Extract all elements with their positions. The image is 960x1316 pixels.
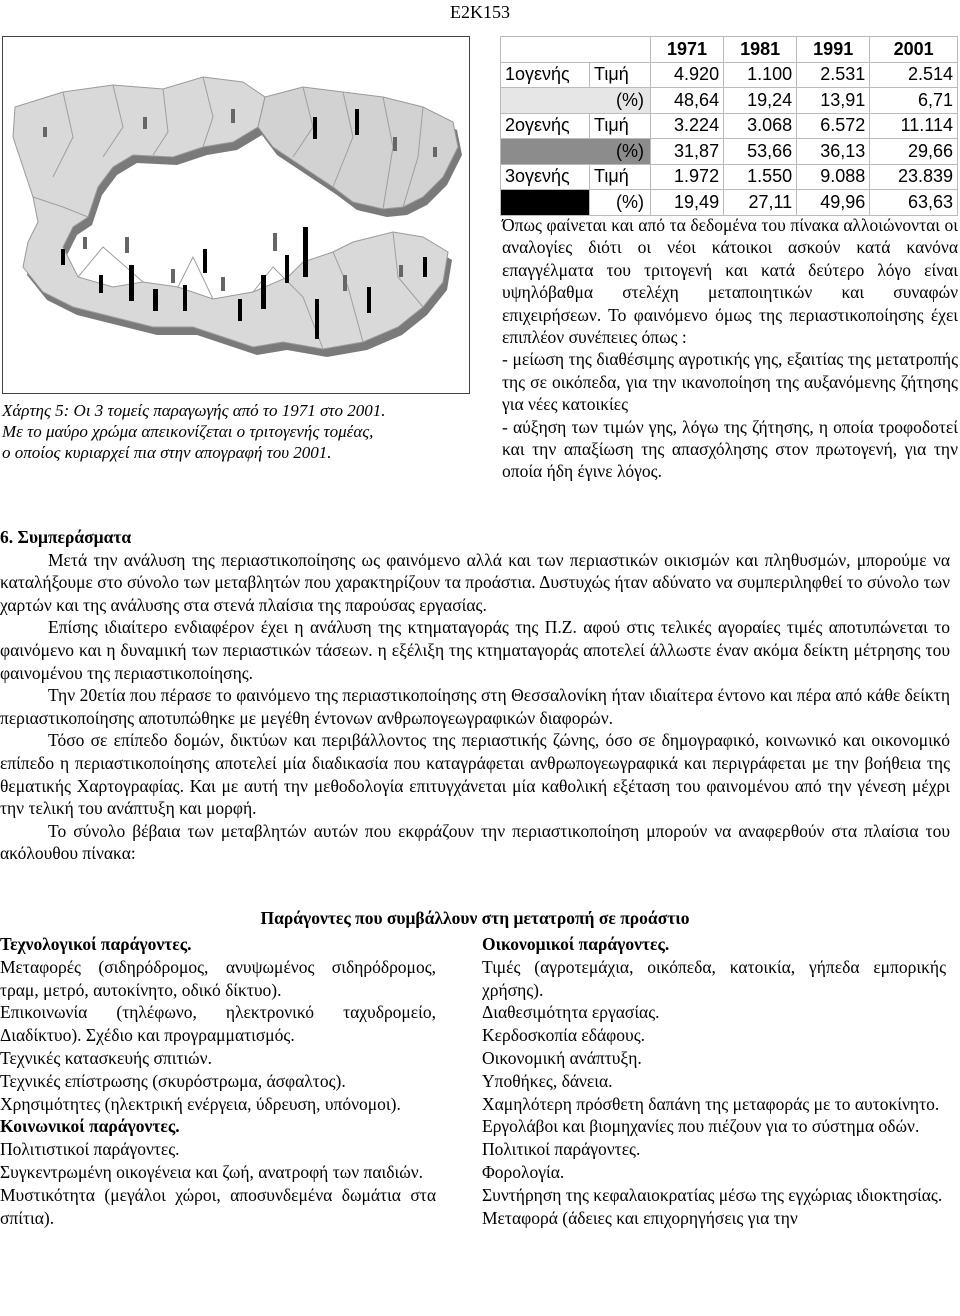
factor-item: Μεταφορά (άδειες και επιχορηγήσεις για την (482, 1207, 798, 1228)
factor-item: Συντήρηση της κεφαλαιοκρατίας μέσω της εγχώριας ιδιοκτησίας. (482, 1184, 943, 1205)
factor-item: Οικονομική ανάπτυξη. (482, 1047, 642, 1068)
page-header-code: E2K153 (450, 2, 510, 22)
table-row (501, 164, 958, 190)
value-label: Τιμή (590, 164, 651, 190)
table-cell: 29,66 (870, 139, 958, 165)
factor-item: Συγκεντρωμένη οικογένεια και ζωή, ανατροφή των παιδιών. (0, 1161, 424, 1182)
table-row (501, 190, 958, 216)
map-caption-line: Με το μαύρο χρώμα απεικονίζεται ο τριτογενής τομέας, (2, 422, 374, 441)
factor-item: Εργολάβοι και βιομηχανίες που πιέζουν για το σύστημα οδών. (482, 1116, 920, 1137)
year-header: 1971 (651, 37, 724, 63)
map-figure (2, 36, 470, 394)
conclusions-section (0, 526, 950, 865)
year-header: 1981 (724, 37, 797, 63)
table-cell: 49,96 (797, 190, 870, 216)
table-cell: 6,71 (870, 88, 958, 114)
factor-item: Μεταφορές (σιδηρόδρομος, ανυψωμένος σιδηρόδρομος, τραμ, μετρό, αυτοκίνητο, οδικό δίκτυο). (0, 956, 436, 1000)
map-caption-line: Χάρτης 5: Οι 3 τομείς παραγωγής από το 1971 στο 2001. (2, 401, 386, 420)
table-cell: 63,63 (870, 190, 958, 216)
table-cell: 23.839 (870, 164, 958, 190)
paragraph: Την 20ετία που πέρασε το φαινόμενο της περιαστικοποίησης στη Θεσσαλονίκη ήταν ιδιαίτερα έντονο και πέρα από κάθε δείκτη περιαστικοποίησης αποτυπώθηκε με μεγέθη έντονων ανθρωπογεωγραφικών διαφορών. (0, 685, 950, 728)
factor-item: Επικοινωνία (τηλέφωνο, ηλεκτρονικό ταχυδρομείο, Διαδίκτυο). Σχέδιο και προγραμματισμός. (0, 1002, 436, 1046)
table-header-row (501, 37, 958, 63)
map-caption-line: ο οποίος κυριαρχεί πια στην απογραφή του 2001. (2, 443, 332, 462)
table-cell: 1.972 (651, 164, 724, 190)
factors-title: Παράγοντες που συμβάλλουν στη μετατροπή σε προάστιο (260, 908, 690, 928)
table-cell: 48,64 (651, 88, 724, 114)
factor-heading: Κοινωνικοί παράγοντες. (0, 1116, 180, 1137)
factor-item: Τεχνικές κατασκευής σπιτιών. (0, 1047, 212, 1068)
paragraph: Μετά την ανάλυση της περιαστικοποίησης ως φαινόμενο αλλά και των περιαστικών οικισμών και πληθυσμών, μπορούμε να καταλήξουμε στο σύνολο των μεταβλητών που χαρακτηρίζουν τα προάστια. Δυστυχώς ήταν αδύνατο να συμπεριληφθεί το σύνολο των χαρτών και της ανάλυσης στα στενά πλαίσια της παρούσας εργασίας. (0, 549, 950, 615)
value-label: Τιμή (590, 62, 651, 88)
factor-item: Πολιτικοί παράγοντες. (482, 1139, 641, 1160)
table-row (501, 88, 958, 114)
sector-label: 3ογενής (501, 164, 590, 190)
factors-left-column (0, 933, 436, 1229)
table-row (501, 62, 958, 88)
factor-item: Τεχνικές επίστρωσης (σκυρόστρωμα, άσφαλτος). (0, 1070, 346, 1091)
factor-item: Κερδοσκοπία εδάφους. (482, 1025, 646, 1046)
pct-label: (%) (590, 190, 651, 216)
table-row (501, 113, 958, 139)
factor-item: Διαθεσιμότητα εργασίας. (482, 1002, 660, 1023)
table-cell: 1.100 (724, 62, 797, 88)
table-cell: 2.514 (870, 62, 958, 88)
paragraph: Το σύνολο βέβαια των μεταβλητών αυτών που εκφράζουν την περιαστικοποίηση μπορούν να αναφερθούν στα πλαίσια του ακόλουθου πίνακα: (0, 820, 950, 864)
table-cell: 3.224 (651, 113, 724, 139)
table-cell: 19,49 (651, 190, 724, 216)
table-cell: 19,24 (724, 88, 797, 114)
factor-item: Χρησιμότητες (ηλεκτρική ενέργεια, ύδρευση, υπόνομοι). (0, 1093, 401, 1114)
table-cell: 53,66 (724, 139, 797, 165)
table-cell: 36,13 (797, 139, 870, 165)
factor-item: Υποθήκες, δάνεια. (482, 1070, 613, 1091)
value-label: Τιμή (590, 113, 651, 139)
paragraph: Επίσης ιδιαίτερο ενδιαφέρον έχει η ανάλυση της κτηματαγοράς της Π.Ζ. αφού στις τελικές αγοραίες τιμές αποτυπώνεται το φαινόμενο και η δυναμική των περιαστικών τάσεων. η εξέλιξη της κτηματαγοράς αποτελεί άλλωστε έναν ακόμα δείκτη μέτρησης του φαινομένου της περιαστικοποίησης. (0, 617, 950, 683)
pct-label: (%) (616, 89, 644, 110)
map-caption (2, 400, 472, 463)
factor-item: Μυστικότητα (μεγάλοι χώροι, αποσυνδεμένα δωμάτια στα σπίτια). (0, 1184, 436, 1228)
factor-item: Χαμηλότερη πρόσθετη δαπάνη της μεταφοράς με το αυτοκίνητο. (482, 1093, 940, 1114)
factors-right-column (482, 933, 946, 1229)
paragraph: Όπως φαίνεται και από τα δεδομένα του πίνακα αλλοιώνονται οι αναλογίες διότι οι νέοι κάτοικοι ασκούν κατά κανόνα επαγγέλματα του τριτογενή και κατά δεύτερο λόγο είναι υψηλόβαθμα στελέχη μεταποιητικών και συναφών επιχειρήσεων. Το φαινόμενο όμως της περιαστικοποίησης έχει επιπλέον συνέπειες όπως : (502, 215, 958, 348)
table-commentary (502, 214, 958, 483)
paragraph: - αύξηση των τιμών γης, λόγω της ζήτησης, η οποία τροφοδοτεί και την απαξίωση της απασχόλησης στον πρωτογενή, για την οποία ήδη έγινε λόγος. (502, 416, 958, 482)
table-row (501, 139, 958, 165)
table-cell: 6.572 (797, 113, 870, 139)
map-shape-upper (258, 87, 458, 209)
table-cell: 1.550 (724, 164, 797, 190)
year-header: 2001 (870, 37, 958, 63)
factor-heading: Οικονομικοί παράγοντες. (482, 934, 670, 954)
table-cell: 9.088 (797, 164, 870, 190)
paragraph: - μείωση της διαθέσιμης αγροτικής γης, εξαιτίας της μετατροπής της σε οικόπεδα, για την ικανοποίηση της αυξανόμενης ζήτησης για νέες κατοικίες (502, 349, 958, 415)
map-3d-image (3, 37, 469, 393)
table-cell: 31,87 (651, 139, 724, 165)
factor-item: Τιμές (αγροτεμάχια, οικόπεδα, κατοικία, γήπεδα εμπορικής χρήσης). (482, 956, 946, 1000)
sector-table (500, 36, 958, 216)
primary-color-swatch (501, 88, 651, 114)
secondary-color-swatch (501, 139, 651, 165)
table-cell: 3.068 (724, 113, 797, 139)
sector-label: 2ογενής (501, 113, 590, 139)
year-header: 1991 (797, 37, 870, 63)
table-cell: 13,91 (797, 88, 870, 114)
table-cell: 27,11 (724, 190, 797, 216)
pct-label: (%) (616, 140, 644, 161)
paragraph: Τόσο σε επίπεδο δομών, δικτύων και περιβάλλοντος της περιαστικής ζώνης, όσο σε δημογραφικό, κοινωνικό και οικονομικό επίπεδο η περιαστικοποίησης αποτελεί μία διαδικασία που καταγράφεται ανθρωπογεωγραφικά και περιγράφεται με την βοήθεια της θεματικής Χαρτογραφίας. Και με αυτή την μεθοδολογία επιτυγχάνεται μία καθολική εξέταση του φαινομένου από την γένεση μέχρι την τελική του ανάπτυξη και μορφή. (0, 730, 950, 819)
sector-label: 1ογενής (501, 62, 590, 88)
table-cell: 2.531 (797, 62, 870, 88)
factor-item: Φορολογία. (482, 1161, 565, 1182)
section-title: 6. Συμπεράσματα (0, 527, 132, 547)
factor-heading: Τεχνολογικοί παράγοντες. (0, 934, 192, 954)
table-cell: 11.114 (870, 113, 958, 139)
tertiary-color-swatch (501, 190, 590, 216)
factor-item: Πολιτιστικοί παράγοντες. (0, 1139, 180, 1160)
table-cell: 4.920 (651, 62, 724, 88)
